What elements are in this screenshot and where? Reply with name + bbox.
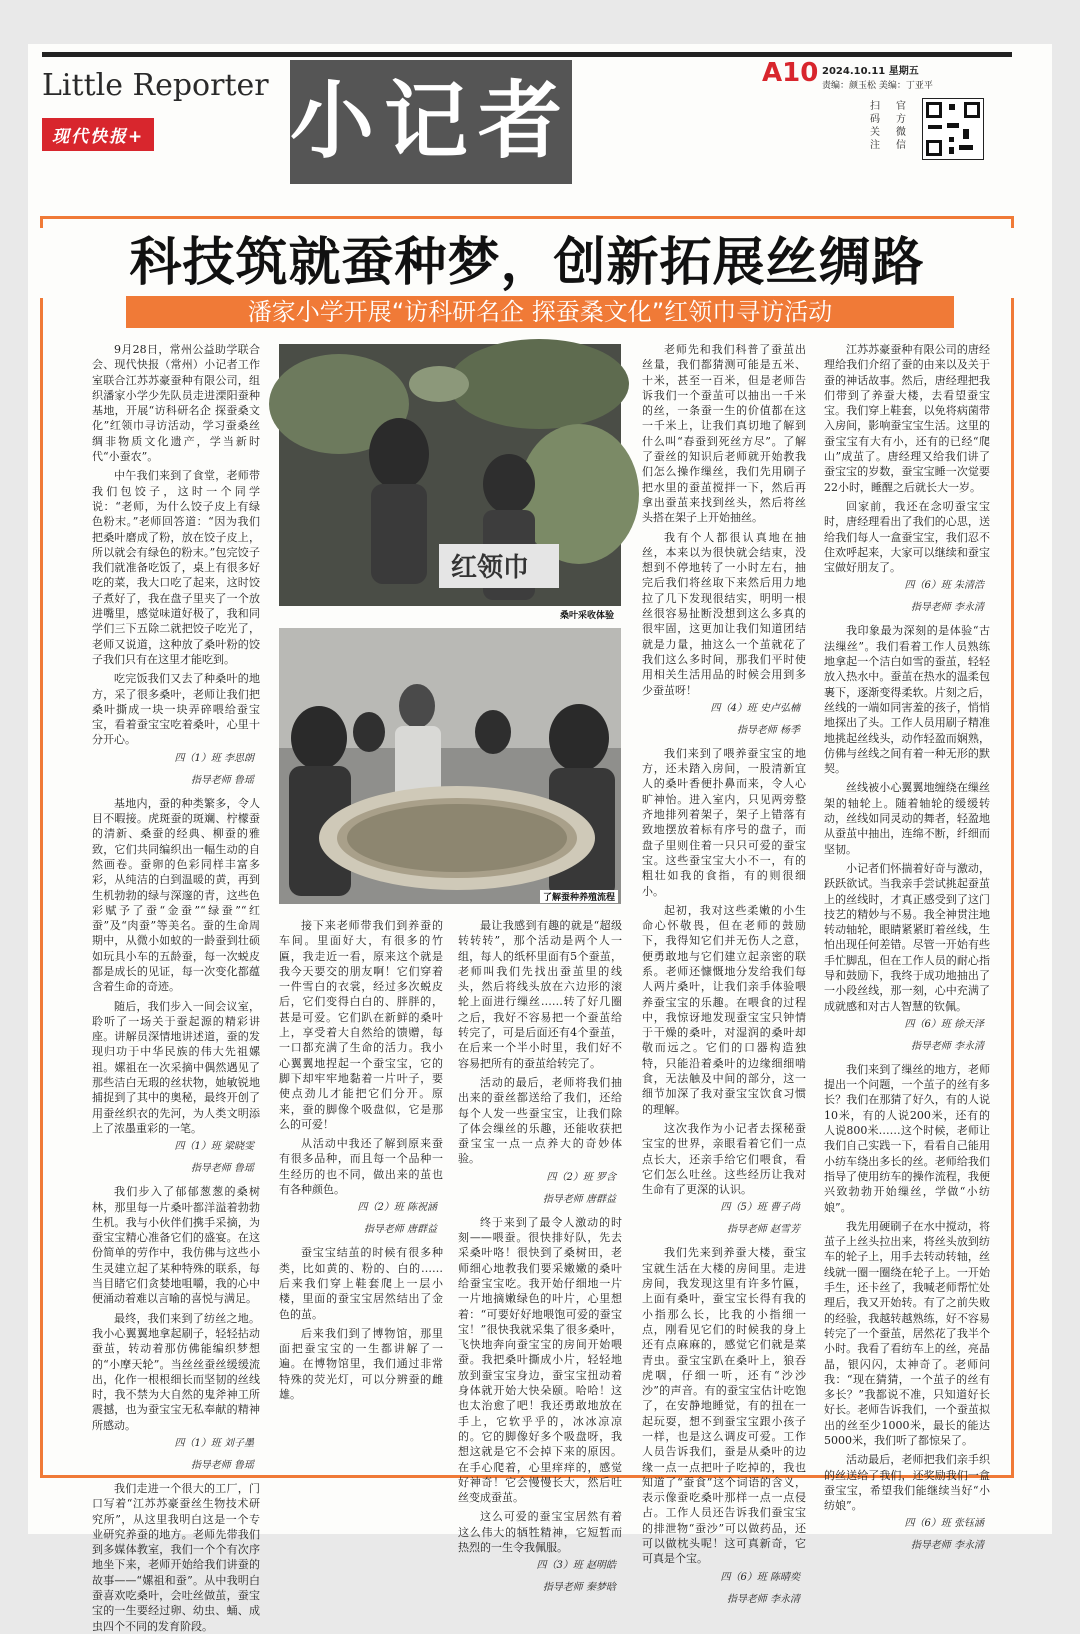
teacher-credit: 指导老师 李永清 [726,1593,800,1605]
story-s4 [92,1481,260,1634]
teacher-credit: 指导老师 鲁瑶 [190,774,254,786]
byline: 四（2）班 罗含 [546,1171,616,1183]
story-paragraph: 丝线被小心翼翼地缠绕在缫丝架的轴轮上。随着轴轮的缓缓转动，丝线如同灵动的舞者，轻盈地从蚕茧中抽出，连绵不断，纤细而坚韧。 [824,781,990,856]
story-paragraph: 回家前，我还在念叨蚕宝宝时，唐经理看出了我们的心思，送给我们每人一盒蚕宝宝，我们忍不住欢呼起来，大家可以继续和蚕宝宝做好朋友了。 [824,499,990,575]
story-paragraph: 我有个人都很认真地在抽丝，本来以为很快就会结束，没想到不停地转了一小时左右，抽完后我们将丝取下来然后用力地拉了几下发现很结实，明明一根丝很容易扯断没想到这么多真的很牢固，这更加让我们知道团结就是力量，抽这么一个茧就花了我们这么多时间，那我们平时使用相关生活用品的时候会用到多少蚕茧呀！ [642,530,806,697]
story-paragraph: 我们先来到养蚕大楼，蚕宝宝就生活在大楼的房间里。走进房间，我发现这里有许多竹匾，上面有桑叶，蚕宝宝长得有我的小指那么长，比我的小指细一点，刚看见它们的时候我的身上还有点麻麻的，感觉它们就是菜青虫。蚕宝宝趴在桑叶上，狼吞虎咽，仔细一听，还有“沙沙沙”的声音。有的蚕宝宝估计吃饱了，在安静地睡觉，有的扭在一起玩耍，想不到蚕宝宝跟小孩子一样，也是这么调皮可爱。工作人员告诉我们，蚕是从桑叶的边缘一点一点把叶子吃掉的，我也知道了“蚕食”这个词语的含义，表示像蚕吃桑叶那样一点一点侵占。工作人员还告诉我们蚕宝宝的排泄物“蚕沙”可以做药品，还可以做枕头呢！这可真新奇，它可真是个宝。 [642,1246,806,1566]
story-s5 [279,1245,443,1402]
story-s5-cont [458,918,622,1207]
photo-picking-mulberry [279,344,621,606]
column-1 [92,342,260,1633]
teacher-credit: 指导老师 唐群益 [542,1193,616,1205]
story-paragraph: 我们来到了缫丝的地方，老师提出一个问题，一个茧子的丝有多长？我们在那猜了好久，有的人说10米，有的人说200米，还有的人说800米……这个时候，老师让我们自己实践一下，看看自己能用小纺车绕出多长的丝。老师给我们指导了使用纺车的操作流程，我便兴致勃勃开始缫丝，学做“小纺娘”。 [824,1062,990,1214]
story-paragraph: 随后，我们步入一间会议室，聆听了一场关于蚕起源的精彩讲座。讲解员深情地讲述道，蚕的发现归功于中华民族的伟大先祖嫘祖。嫘祖在一次采摘中偶然遇见了那些洁白无瑕的丝状物，她敏锐地捕捉到了其中的奥秘，最终开创了用蚕丝织衣的先河，为人类文明添上了浓墨重彩的一笔。 [92,999,260,1135]
photo-children-picking-mulberry-icon [279,344,621,606]
column-3 [458,918,622,1594]
byline: 四（3）班 赵明皓 [536,1560,616,1572]
qr-code-icon[interactable] [922,98,984,160]
story-s9 [642,1245,806,1606]
byline: 四（6）班 张钰涵 [904,1518,984,1530]
column-4 [642,342,806,1605]
byline: 四（2）班 陈祝涵 [357,1202,437,1214]
issue-date: 2024.10.11 星期五 [822,66,919,77]
story-paragraph: 我先用硬刷子在水中搅动，将茧子上丝头拉出来，将丝头放到纺车的轮子上，用手去转动转轴，丝线就一圈一圈绕在轮子上。一开始手生，还卡丝了，我喊老师帮忙处理后，我又开始转。有了之前失败的经验，我越转越熟练，好不容易转完了一个蚕茧，居然花了我半个小时。我看了看纺车上的丝，亮晶晶，银闪闪，太神奇了。老师问我：“现在猜猜，一个茧子的丝有多长？”我都说不准，只知道好长好长。老师告诉我们，一个蚕茧拟出的丝至少1000米，最长的能达5000米，我们听了都惊呆了。 [824,1219,990,1447]
story-paragraph: 我们走进一个很大的工厂，门口写着“江苏苏豪蚕丝生物技术研究所”，从这里我明白这是一个专业研究养蚕的地方。老师先带我们到多媒体教室，我们一个个有次序地坐下来，老师开始给我们讲蚕的故事——“嫘祖和蚕”。从中我明白蚕喜欢吃桑叶，会吐丝做茧，蚕宝宝的一生要经过卵、幼虫、蛹、成虫四个不同的发育阶段。 [92,1482,260,1633]
teacher-credit: 指导老师 李永清 [910,602,984,614]
teacher-credit: 指导老师 赵雪芳 [726,1224,800,1236]
story-paragraph: 基地内，蚕的种类繁多，令人目不暇接。虎斑蚕的斑斓、柠檬蚕的清新、桑蚕的经典、柳蚕的雅致，它们共同编织出一幅生动的自然画卷。蚕卵的色彩同样丰富多彩，从纯洁的白到温暖的黄，再到生机勃勃的绿与深邃的青，这些色彩赋予了蚕“金蚕”“绿蚕”“红蚕”及“肉蚕”等美名。蚕的生命周期中，从微小如蚁的一龄蚕到壮硕如玩具小车的五龄蚕，每一次蜕皮都是成长的见证，每一次变化都蕴含着生命的奇迹。 [92,796,260,994]
story-s4-cont [279,918,443,1237]
teacher-credit: 指导老师 唐群益 [363,1224,437,1236]
story-paragraph: 吃完饭我们又去了种桑叶的地方，采了很多桑叶，老师让我们把桑叶撕成一块一块弄碎喂给蚕宝宝，看着蚕宝宝吃着桑叶，心里十分开心。 [92,672,260,747]
brand-logo: 现代快报+ [42,118,154,151]
byline: 四（1）班 刘子墨 [174,1438,254,1449]
story-s8 [642,746,806,1238]
byline: 四（6）班 朱清浩 [904,580,984,592]
section-title-box [290,60,572,184]
story-paragraph: 后来我们到了博物馆，那里面把蚕宝宝的一生都讲解了一遍。在博物馆里，我们通过非常特殊的荧光灯，可以分辨蚕的雌雄。 [279,1326,443,1402]
story-s1 [92,342,260,788]
story-paragraph: 最让我感到有趣的就是“超级转转转”，那个活动是两个人一组，每人的纸杯里面有5个蚕茧，老师叫我们先找出蚕茧里的线头，然后将线头放在六边形的滚轮上面进行缫丝……转了好几圈之后，我好不容易把一个蚕茧给转完了，可是后面还有4个蚕茧，在后来一个半小时里，我们好不容易把所有的蚕茧给转完了。 [458,919,622,1070]
column-5 [824,342,990,1552]
byline: 四（5）班 曹子尚 [720,1202,800,1214]
story-s12 [824,1062,990,1554]
story-paragraph: 蚕宝宝结茧的时候有很多种类，比如黄的、粉的、白的……后来我们穿上鞋套爬上一层小楼，里面的蚕宝宝居然结出了金色的茧。 [279,1246,443,1321]
story-paragraph: 终于来到了最令人激动的时刻——喂蚕。很快排好队，先去采桑叶咯！很快到了桑树田，老师细心地教我们要采嫩嫩的桑叶给蚕宝宝吃。我开始仔细地一片一片地摘嫩绿色的叶片，心里想着：“可要好好地喂饱可爱的蚕宝宝！”很快我就采集了很多桑叶，飞快地奔向蚕宝宝的房间开始喂蚕。我把桑叶撕成小片，轻轻地放到蚕宝宝身边，蚕宝宝扭动着身体就开始大快朵颐。哈哈！这也太治愈了吧！我还勇敢地放在手上，它软乎乎的，冰冰凉凉的。它的脚像好多个吸盘呀，我想这就是它不会掉下来的原因。在手心爬着，心里痒痒的，感觉好神奇！它会慢慢长大，然后吐丝变成蚕茧。 [458,1215,622,1505]
story-paragraph: 我们步入了郁郁葱葱的桑树林，那里每一片桑叶都洋溢着勃勃生机。我与小伙伴们携手采摘，为蚕宝宝精心准备它们的盛宴。在这份简单的劳作中，我仿佛与这些小生灵建立起了某种特殊的联系，每当目睹它们贪婪地咀嚼，我的心中便涌动着难以言喻的喜悦与满足。 [92,1185,260,1306]
story-paragraph: 9月28日，常州公益助学联合会、现代快报（常州）小记者工作室联合江苏苏豪蚕种有限公司，组织潘家小学少先队员走进溧阳蚕种基地，开展“访科研名企 探蚕桑文化”红领巾寻访活动，学习蚕桑丝绸非物质文化遗产，学当新时代“小蚕农”。 [92,343,260,464]
editor-credits: 责编：颜玉松 美编：丁亚平 [822,81,933,91]
teacher-credit: 指导老师 鲁瑶 [190,1163,254,1175]
brand-english: Little Reporter [42,68,269,103]
story-paragraph: 这次我作为小记者去探秘蚕宝宝的世界，亲眼看着它们一点点长大，还亲手给它们喂食，看它们怎么吐丝。这些经历让我对生命有了更深的认识。 [642,1121,806,1197]
photo-children-with-silkworms-icon [279,628,621,904]
byline: 四（6）班 徐天泽 [904,1018,984,1030]
qr-note-right: 官方微信 [896,101,906,151]
story-s3 [92,1184,260,1473]
story-paragraph: 最终，我们来到了纺丝之地。我小心翼翼地拿起刷子，轻轻拈动蚕茧，转动着那仿佛能编织梦想的“小摩天轮”。当丝丝蚕丝缓缓流出，化作一根根细长而坚韧的丝线时，我不禁为大自然的鬼斧神工所震撼，也为蚕宝宝无私奉献的精神所感动。 [92,1311,260,1432]
teacher-credit: 指导老师 李永清 [910,1040,984,1052]
story-s7 [642,342,806,738]
story-paragraph: 小记者们怀揣着好奇与激动，跃跃欲试。当我亲手尝试挑起蚕茧上的丝线时，才真正感受到了这门技艺的精妙与不易。我全神贯注地转动轴轮，眼睛紧紧盯着丝线，生怕出现任何差错。尽管一开始有些手忙脚乱，但在工作人员的耐心指导和鼓励下，我终于成功地抽出了一小段丝线，那一刻，心中充满了成就感和对古人智慧的钦佩。 [824,861,990,1013]
headline: 科技筑就蚕种梦，创新拓展丝绸路 [40,228,1014,298]
story-paragraph: 我们来到了喂养蚕宝宝的地方，还未踏入房间，一股清新宜人的桑叶香便扑鼻而来，令人心旷神怡。进入室内，只见两旁整齐地排列着架子，架子上错落有致地摆放着标有序号的盘子，而盘子里则住着一只只可爱的蚕宝宝。这些蚕宝宝大小不一，有的粗壮如我的食指，有的则很细小。 [642,746,806,898]
story-paragraph: 中午我们来到了食堂，老师带我们包饺子，这时一个同学说：“老师，为什么饺子皮上有绿色粉末。”老师回答道：“因为我们把桑叶磨成了粉，放在饺子皮上，所以就会有绿色的粉末。”包完饺子我们就准备吃饭了，桌上有很多好吃的菜，我大口吃了起来，这时饺子煮好了，我在盘子里夹了一个放进嘴里，感觉味道好极了，我和同学们三下五除二就把饺子吃光了，老师又说道，这种放了桑叶粉的饺子我们只有在这里才能吃到。 [92,469,260,666]
byline: 四（4）班 史卢弘楠 [710,702,800,714]
photo-caption: 桑叶采收体验 [560,611,615,621]
photo-caption: 了解蚕种养殖流程 [540,890,618,903]
story-paragraph: 接下来老师带我们到养蚕的车间。里面好大，有很多的竹匾，我走近一看，原来这个就是我今天要交的朋友啊！它们穿着一件雪白的衣裳，经过多次蜕皮后，它们变得白白的、胖胖的，甚是可爱。它们趴在新鲜的桑叶上，享受着大自然给的馈赠，每一口都充满了生命的活力。我小心翼翼地捏起一个蚕宝宝，它的脚下却牢牢地黏着一片叶子，要使点劲儿才能把它们分开。原来，蚕的脚像个吸盘似，它是那么的可爱！ [279,919,443,1131]
story-paragraph: 老师先和我们科普了蚕茧出丝量，我们都猜测可能是五米、十米，甚至一百米，但是老师告诉我们一个蚕茧可以抽出一千米的丝，一条蚕一生的价值都在这一千米上，让我们真切地了解到什么叫“春蚕到死丝方尽”。了解了蚕丝的知识后老师就开始教我们怎么操作缫丝，我们先用刷子把水里的蚕茧搅拌一下，然后再拿出蚕茧来找到丝头，然后将丝头搭在架子上开始抽丝。 [642,343,806,525]
story-s2 [92,796,260,1177]
story-paragraph: 起初，我对这些柔嫩的小生命心怀敬畏，但在老师的鼓励下，我得知它们并无伤人之意，便勇敢地与它们建立起亲密的联系。老师还慷慨地分发给我们每人两片桑叶，让我们亲手体验喂养蚕宝宝的乐趣。在喂食的过程中，我惊讶地发现蚕宝宝只钟情于干燥的桑叶，对湿润的桑叶却敬而远之。它们的口器构造独特，只能沿着桑叶的边缘细细啃食，无法触及中间的部分，这一细节加深了我对蚕宝宝饮食习惯的理解。 [642,903,806,1116]
story-s11 [824,623,990,1053]
masthead-rule [42,52,1012,57]
teacher-credit: 指导老师 杨季 [736,724,800,736]
story-paragraph: 从活动中我还了解到原来蚕有很多品种，而且每一个品种一生经历的也不同，做出来的茧也有各种颜色。 [279,1137,443,1197]
byline: 四（1）班 梁晓雯 [174,1141,254,1153]
story-paragraph: 活动的最后，老师将我们抽出来的蚕丝都送给了我们，还给每个人发一些蚕宝宝，让我们除了体会缫丝的乐趣，还能收获把蚕宝宝一点一点养大的奇妙体验。 [458,1075,622,1166]
byline: 四（6）班 陈晴奕 [720,1571,800,1583]
qr-note-left: 扫码关注 [870,101,880,151]
story-paragraph: 这么可爱的蚕宝宝居然有着这么伟大的牺牲精神，它短暂而热烈的一生令我佩服。 [458,1510,622,1554]
story-paragraph: 活动最后，老师把我们亲手织的丝送给了我们，还奖励我们一盒蚕宝宝，希望我们能继续当好“小纺娘”。 [824,1453,990,1513]
teacher-credit: 指导老师 秦梦晗 [542,1582,616,1594]
teacher-credit: 指导老师 鲁瑶 [190,1460,254,1471]
subheadline: 潘家小学开展“访科研名企 探蚕桑文化”红领巾寻访活动 [126,296,954,328]
column-2 [279,918,443,1472]
story-s6 [458,1215,622,1596]
story-paragraph: 我印象最为深刻的是体验“古法缫丝”。我们看着工作人员熟练地拿起一个洁白如雪的蚕茧，轻轻放入热水中。蚕茧在热水的温柔包裹下，逐渐变得柔软。片刻之后，丝线的一端如同害羞的孩子，悄悄地探出了头。工作人员用刷子精准地挑起丝线头，动作轻盈而娴熟，仿佛与丝线之间有着一种无形的默契。 [824,624,990,776]
story-s10 [824,342,990,615]
story-paragraph: 江苏苏豪蚕种有限公司的唐经理给我们介绍了蚕的由来以及关于蚕的神话故事。然后，唐经理把我们带到了养蚕大楼，去看望蚕宝宝。我们穿上鞋套，以免将病菌带入房间，影响蚕宝宝生活。这里的蚕宝宝有大有小，还有的已经“爬山”成茧了。唐经理又给我们讲了蚕宝宝的岁数，蚕宝宝睡一次觉要22小时，睡醒之后就长大一岁。 [824,343,990,494]
teacher-credit: 指导老师 李永清 [910,1540,984,1552]
byline: 四（1）班 李思朗 [174,752,254,764]
page-number: A10 [762,58,819,88]
svg-text:红领巾: 红领巾 [451,553,530,583]
photo-silkworm-tray [279,628,621,904]
section-title: 小记者 [290,72,573,170]
